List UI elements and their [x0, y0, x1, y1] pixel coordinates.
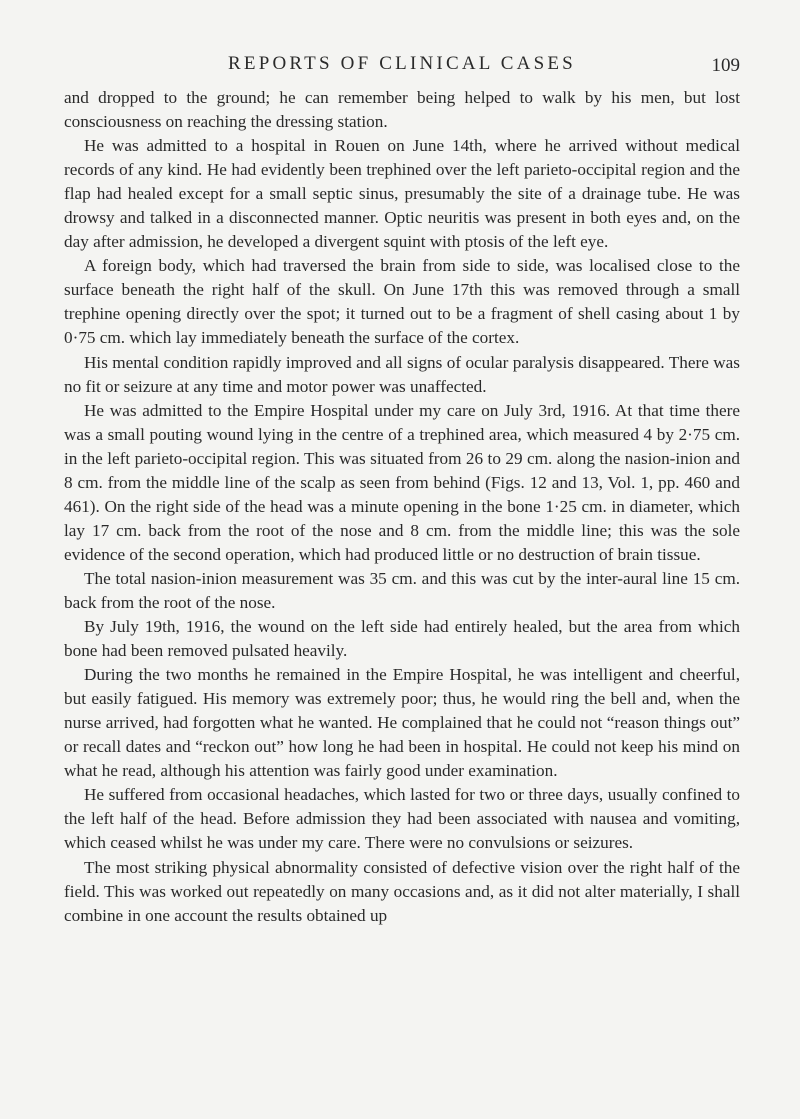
paragraph: and dropped to the ground; he can remember being helped to walk by his men, but lost consciousness on reaching the dressing station. [64, 88, 740, 132]
running-title: REPORTS OF CLINICAL CASES [228, 53, 576, 74]
paragraph: He was admitted to the Empire Hospital under my care on July 3rd, 1916. At that time there was a small pouting wound lying in the centre of a trephined area, which measured 4 by 2·75 cm. in the left parieto-occipital region. This was situated from 26 to 29 cm. along the nasion-inion and 8 cm. from the middle line of the scalp as seen from behind (Figs. 12 and 13, Vol. 1, pp. 460 and 461). On the right side of the head was a minute opening in the bone 1·25 cm. in diameter, which lay 17 cm. back from the root of the nose and 8 cm. from the middle line; this was the sole evidence of the second operation, which had produced little or no destruction of brain tissue. [64, 400, 740, 564]
paragraph: The total nasion-inion measurement was 35 cm. and this was cut by the inter-aural line 15 cm. back from the root of the nose. [64, 568, 740, 612]
paragraph: By July 19th, 1916, the wound on the left side had entirely healed, but the area from which bone had been removed pulsated heavily. [64, 617, 740, 661]
paragraph: A foreign body, which had traversed the brain from side to side, was localised close to the surface beneath the right half of the skull. On June 17th this was removed through a small trephine opening directly over the spot; it turned out to be a fragment of shell casing about 1 by 0·75 cm. which lay immediately beneath the surface of the cortex. [64, 256, 740, 348]
paragraph: He suffered from occasional headaches, which lasted for two or three days, usually confined to the left half of the head. Before admission they had been associated with nausea and vomiting, which ceased whilst he was under my care. There were no convulsions or seizures. [64, 785, 740, 853]
paragraph: The most striking physical abnormality consisted of defective vision over the right half of the field. This was worked out repeatedly on many occasions and, as it did not alter materially, I shall combine in one account the results obtained up [64, 857, 740, 925]
running-header [64, 52, 740, 86]
paragraph: His mental condition rapidly improved and all signs of ocular paralysis disappeared. There was no fit or seizure at any time and motor power was unaffected. [64, 352, 740, 396]
body-text [64, 86, 740, 928]
page-number: 109 [711, 55, 740, 76]
book-page [64, 52, 740, 928]
paragraph: During the two months he remained in the Empire Hospital, he was intelligent and cheerful, but easily fatigued. His memory was extremely poor; thus, he would ring the bell and, when the nurse arrived, had forgotten what he wanted. He complained that he could not “reason things out” or recall dates and “reckon out” how long he had been in hospital. He could not keep his mind on what he read, although his attention was fairly good under examination. [64, 665, 740, 781]
paragraph: He was admitted to a hospital in Rouen on June 14th, where he arrived without medical records of any kind. He had evidently been trephined over the left parieto-occipital region and the flap had healed except for a small septic sinus, presumably the site of a drainage tube. He was drowsy and talked in a disconnected manner. Optic neuritis was present in both eyes and, on the day after admission, he developed a divergent squint with ptosis of the left eye. [64, 136, 740, 252]
